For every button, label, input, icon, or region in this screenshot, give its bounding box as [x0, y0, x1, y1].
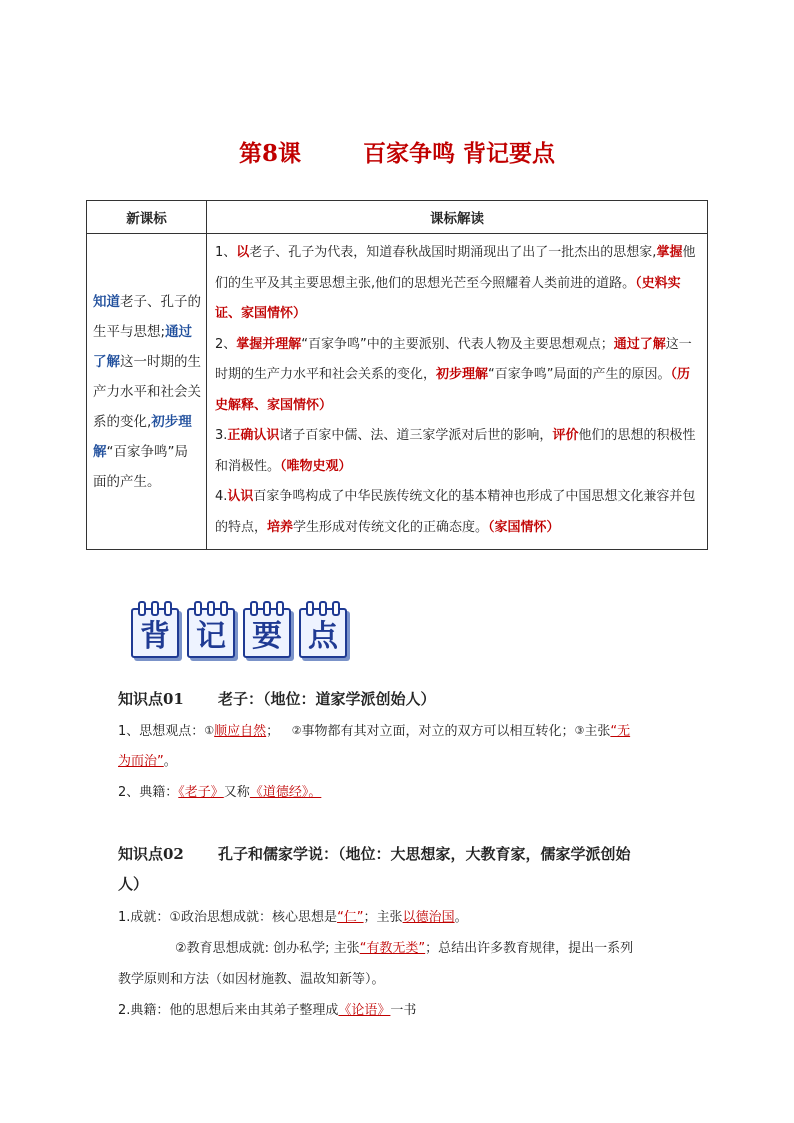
text-span: 掌握并理解 — [236, 336, 302, 352]
text-span: 人） — [118, 875, 149, 893]
text-span: 要 — [252, 619, 282, 654]
kp2-line-1 — [118, 906, 468, 925]
text-span: “有教无类” — [359, 941, 426, 956]
kp1-line-1-cont — [118, 750, 177, 769]
text-span: ；总结出许多教育规律，提出一系列 — [425, 941, 634, 956]
text-span: ② — [291, 724, 302, 737]
text-span: 2.典籍：他的思想后来由其弟子整理成 — [118, 1003, 339, 1018]
text-span: （家国情怀） — [488, 519, 560, 535]
text-span: 初步理解 — [436, 367, 489, 382]
stamp-bei — [131, 608, 179, 658]
text-span: 3. — [215, 428, 228, 443]
text-span: 通过了解 — [93, 323, 193, 370]
text-span: 诸子百家中儒、法、道三家学派对后世的影响， — [279, 428, 553, 443]
text-span: 2、典籍： — [118, 785, 179, 800]
interpretation-item-4 — [215, 482, 701, 543]
text-span: ① — [204, 724, 215, 737]
text-span: 为而治” — [118, 754, 164, 769]
kp2-line-2 — [175, 937, 633, 956]
new-standard-cell — [87, 234, 207, 550]
interpretation-item-2 — [215, 330, 701, 422]
stamp-yao — [243, 608, 291, 658]
lesson-topic: 百家争鸣 背记要点 — [363, 140, 556, 167]
text-span: 《道德经》。 — [249, 785, 322, 800]
text-span: 点 — [308, 619, 338, 654]
text-span: “百家争鸣”局面的产生的原因。 — [488, 367, 671, 382]
kp1-line-1 — [118, 720, 630, 739]
interpretation-cell — [207, 234, 708, 550]
knowledge-point-2-heading — [118, 843, 631, 864]
text-span: 他们的生平及其主要思想主张,他们的思想光芒至今照耀着人类前进的道路。 — [215, 245, 696, 291]
text-span: 知识点02 — [118, 845, 184, 863]
text-span: 《论语》 — [338, 1003, 391, 1018]
text-span: 1.成就：①政治思想成就：核心思想是 — [118, 910, 338, 925]
text-span: （唯物史观） — [280, 458, 352, 474]
stamp-ji — [187, 608, 235, 658]
text-span: 以 — [236, 245, 250, 260]
text-span: 老子、孔子为代表，知道春秋战国时期涌现出了出了一批杰出的思想家, — [249, 245, 657, 260]
text-span: “仁” — [337, 910, 364, 925]
text-span: 1、思想观点： — [118, 724, 205, 739]
interpretation-item-3 — [215, 421, 701, 482]
lesson-number: 第8课 — [238, 140, 301, 167]
text-span: 背 — [140, 619, 170, 654]
page-title — [0, 135, 794, 168]
table-row — [87, 234, 708, 550]
text-span: 这一时期的生产力水平和社会关系的变化， — [215, 336, 692, 382]
text-span: 。 — [454, 910, 468, 925]
text-span: （历史解释、家国情怀） — [215, 367, 691, 413]
text-span: ；主张 — [363, 910, 403, 925]
text-span: （史料实证、家国情怀） — [215, 275, 681, 321]
text-span: 知道 — [93, 293, 120, 310]
text-span: ； — [266, 724, 280, 739]
text-span: 1、 — [215, 245, 237, 260]
text-span: 他们的思想的积极性和消极性。 — [215, 428, 696, 474]
text-span: ②教育思想成就: 创办私学; 主张 — [175, 941, 360, 956]
knowledge-point-2-heading-cont — [118, 873, 148, 894]
kp2-line-3 — [118, 968, 385, 987]
kp1-line-2 — [118, 781, 321, 800]
text-span: 百家争鸣构成了中华民族传统文化的基本精神也形成了中国思想文化兼容并包的特点， — [215, 489, 696, 535]
text-span: 正确认识 — [227, 428, 280, 443]
text-span: 掌握 — [656, 245, 683, 260]
interpretation-item-1 — [215, 238, 701, 330]
text-span: 认识 — [227, 489, 254, 504]
text-span: 孔子和儒家学说：（地位：大思想家，大教育家，儒家学派创始 — [218, 845, 631, 863]
text-span: 一书 — [390, 1003, 417, 1018]
text-span: 老子、孔子的生平与思想; — [93, 293, 201, 340]
table-header-row — [87, 201, 708, 234]
text-span: 培养 — [267, 519, 294, 535]
text-span: “无 — [610, 724, 631, 739]
text-span: 老子：（地位：道家学派创始人） — [218, 690, 436, 708]
text-span: 评价 — [552, 428, 579, 443]
text-span: 2、 — [215, 336, 237, 352]
curriculum-standards-table — [86, 200, 708, 550]
text-span: 通过了解 — [613, 336, 666, 352]
text-span: 这一时期的生产力水平和社会关系的变化, — [93, 353, 201, 430]
text-span: ③ — [574, 724, 585, 737]
text-span: 事物都有其对立面，对立的双方可以相互转化； — [301, 724, 575, 739]
text-span: 主张 — [584, 724, 611, 739]
text-span: “百家争鸣”中的主要派别、代表人物及主要思想观点； — [301, 336, 614, 352]
text-span: 顺应自然 — [214, 724, 267, 739]
stamp-dian — [299, 608, 347, 658]
text-span: 教学原则和方法（如因材施教、温故知新等）。 — [118, 972, 385, 987]
text-span: 《老子》 — [178, 785, 224, 800]
text-span: 记 — [196, 619, 226, 654]
text-span: 。 — [163, 754, 177, 769]
text-span: 学生形成对传统文化的正确态度。 — [293, 519, 489, 535]
knowledge-point-1-heading — [118, 688, 436, 709]
text-span: 以德治国 — [402, 910, 455, 925]
memorize-key-points-banner — [131, 602, 347, 658]
text-span: 初步理解 — [93, 413, 192, 460]
text-span: 知识点01 — [118, 690, 184, 708]
header-standard-interpretation: 课标解读 — [207, 201, 708, 234]
text-span: 又称 — [223, 785, 250, 800]
text-span: “百家争鸣”局面的产生。 — [93, 443, 188, 490]
kp2-line-4 — [118, 999, 416, 1018]
header-new-standard: 新课标 — [87, 201, 207, 234]
text-span: 4. — [215, 489, 228, 504]
